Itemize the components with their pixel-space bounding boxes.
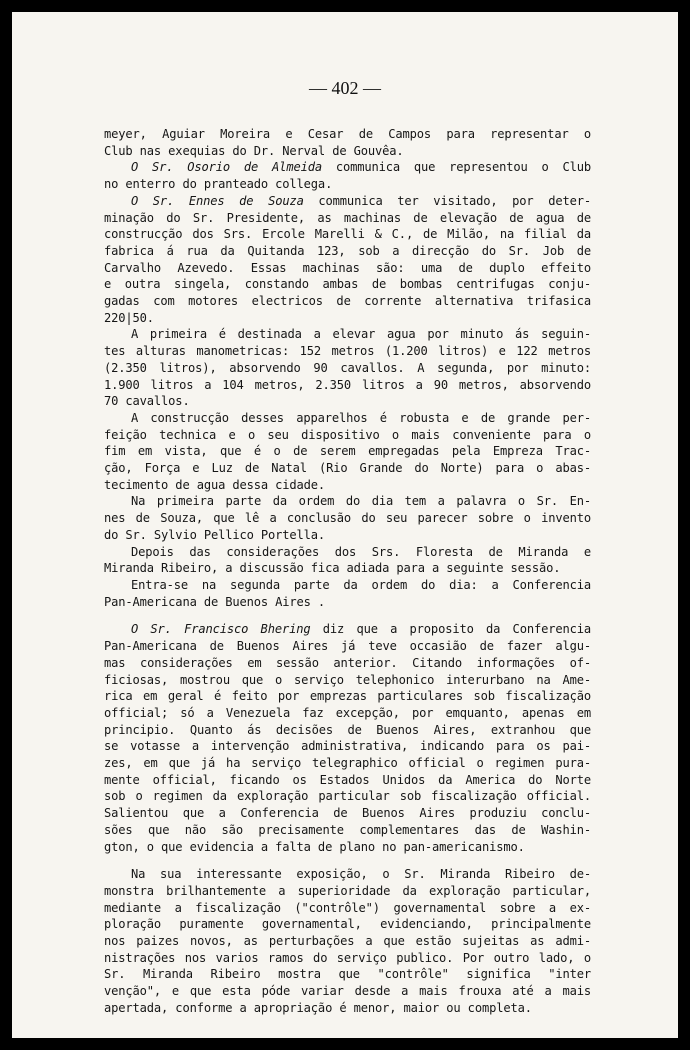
text-line: gadas com motores electricos de corrente alternativa trifasica [104, 294, 591, 309]
text-line: Depois das considerações dos Srs. Floresta de Miranda e [131, 544, 591, 559]
text-line: O Sr. Osorio de Almeida communica que representou o Club [131, 160, 591, 175]
paragraph [104, 326, 591, 410]
text-line: Pan-Americana de Buenos Aires já teve occasião de fazer algu- [104, 639, 591, 654]
text-line: 1.900 litros a 104 metros, 2.350 litros a 90 metros, absorvendo [104, 377, 591, 392]
text-line: tes alturas manometricas: 152 metros (1.200 litros) e 122 metros [104, 344, 591, 359]
text-line: do Sr. Sylvio Pellico Portella. [104, 527, 326, 542]
text-line: Entra-se na segunda parte da ordem do dia: a Conferencia [131, 577, 591, 592]
text-line: A primeira é destinada a elevar agua por minuto ás seguin- [131, 327, 591, 342]
text-line: 220|50. [104, 310, 154, 325]
speaker-name: O Sr. Francisco Bhering [131, 622, 311, 637]
paragraph [104, 621, 591, 855]
speaker-name: O Sr. Ennes de Souza [131, 193, 304, 208]
text-line: Club nas exequias do Dr. Nerval de Gouvêa. [104, 143, 404, 158]
text-line: no enterro do pranteado collega. [104, 177, 333, 192]
text-line: Sr. Miranda Ribeiro mostra que "contrôle" significa "inter [104, 967, 591, 982]
text-line: ficiosas, mostrou que o serviço telephonico interurbano na Ame- [104, 672, 591, 687]
text-line: zes, em que já ha serviço telegraphico official o regimen pura- [104, 756, 591, 771]
text-line: mediante a fiscalização ("contrôle") governamental sobre a ex- [104, 900, 591, 915]
text-line: apertada, conforme a apropriação é menor, maior ou completa. [104, 1000, 532, 1015]
text-line: mente official, ficando os Estados Unidos da America do Norte [104, 772, 591, 787]
text-line: construcção dos Srs. Ercole Marelli & C., de Milão, na filial da [104, 227, 591, 242]
body-text [104, 126, 591, 1017]
text-line: A construcção desses apparelhos é robusta e de grande per- [131, 410, 591, 425]
paragraph [104, 544, 591, 577]
paragraph [104, 577, 591, 610]
text-line: fabrica á rua da Quitanda 123, sob a direcção do Sr. Job de [104, 243, 591, 258]
speaker-name: O Sr. Osorio de Almeida [131, 160, 322, 175]
text-line: nos paizes novos, as perturbações a que estão sujeitas as admi- [104, 934, 591, 949]
text-line: e outra singela, constando ambas de bombas centrifugas conju- [104, 277, 591, 292]
text-line: official; só a Venezuela faz excepção, por emquanto, apenas em [104, 705, 591, 720]
text-line: ploração puramente governamental, evidenciando, principalmente [104, 917, 591, 932]
paragraph [104, 410, 591, 494]
text-line: fim em vista, que é o de serem empregadas pela Empreza Trac- [104, 444, 591, 459]
paragraph [104, 159, 591, 192]
text-line: (2.350 litros), absorvendo 90 cavallos. A segunda, por minuto: [104, 360, 591, 375]
text-line: sob o regimen da exploração particular sob fiscalização official. [104, 789, 591, 804]
text-line: monstra brilhantemente a superioridade da exploração particular, [104, 883, 591, 898]
text-line: 70 cavallos. [104, 394, 190, 409]
text-line: tecimento de agua dessa cidade. [104, 477, 326, 492]
page-number: — 402 — [309, 78, 381, 98]
text-line: O Sr. Francisco Bhering diz que a proposito da Conferencia [131, 622, 591, 637]
text-line: minação do Sr. Presidente, as machinas de elevação de agua de [104, 210, 591, 225]
text-line: feição technica e o seu dispositivo o mais conveniente para o [104, 427, 591, 442]
text-line: Pan-Americana de Buenos Aires . [104, 594, 326, 609]
text-line: principio. Quanto ás decisões de Buenos Aires, extranhou que [104, 722, 591, 737]
paragraph [104, 193, 591, 327]
text-line: nes de Souza, que lê a conclusão do seu parecer sobre o invento [104, 511, 591, 526]
text-line: se votasse a intervenção administrativa, indicando para os pai- [104, 739, 591, 754]
text-line: gton, o que evidencia a falta de plano no pan-americanismo. [104, 839, 525, 854]
text-line: rica em geral é feito por emprezas particulares sob fiscalização [104, 689, 591, 704]
text-line: Carvalho Azevedo. Essas machinas são: uma de duplo effeito [104, 260, 591, 275]
text-line: ção, Força e Luz de Natal (Rio Grande do Norte) para o abas- [104, 461, 591, 476]
text-line: venção", e que esta póde variar desde a mais frouxa até a mais [104, 984, 591, 999]
text-line: nistrações nos varios ramos do serviço publico. Por outro lado, o [104, 950, 591, 965]
text-line: sões que não são precisamente complementares das de Washin- [104, 822, 591, 837]
paragraph [104, 866, 591, 1016]
text-line: meyer, Aguiar Moreira e Cesar de Campos para representar o [104, 127, 591, 141]
text-line: Na sua interessante exposição, o Sr. Miranda Ribeiro de- [131, 867, 591, 882]
paragraph [104, 126, 591, 159]
text-line: Na primeira parte da ordem do dia tem a palavra o Sr. En- [131, 494, 591, 509]
text-line: Salientou que a Conferencia de Buenos Aires produziu conclu- [104, 806, 591, 821]
document-page [12, 12, 678, 1038]
text-line: Miranda Ribeiro, a discussão fica adiada para a seguinte sessão. [104, 561, 561, 576]
text-line: O Sr. Ennes de Souza communica ter visitado, por deter- [131, 193, 591, 208]
paragraph [104, 493, 591, 543]
text-line: mas considerações em sessão anterior. Citando informações of- [104, 655, 591, 670]
